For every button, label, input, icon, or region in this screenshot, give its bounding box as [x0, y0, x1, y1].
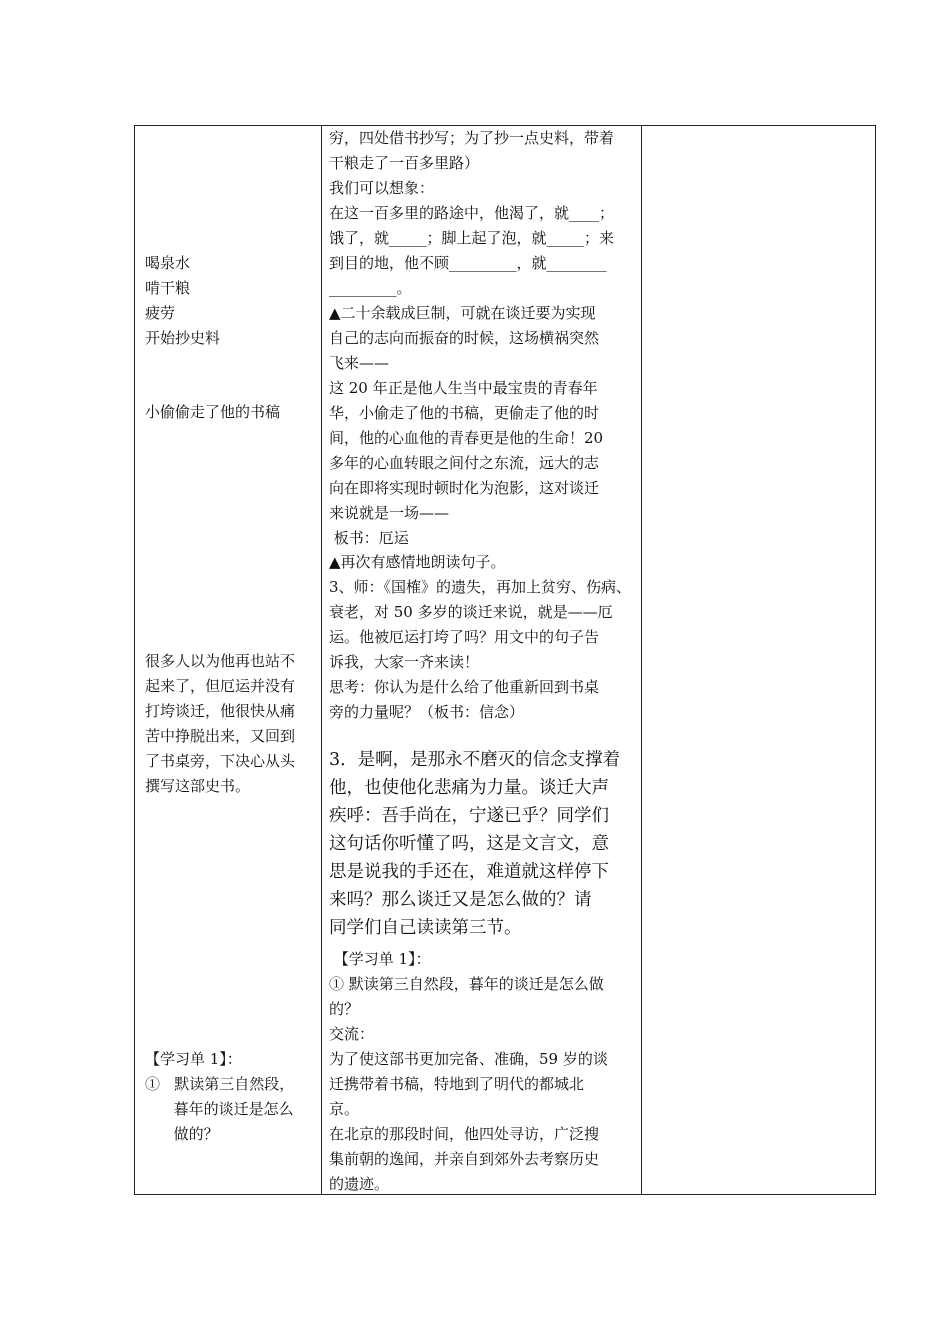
column-divider-2	[641, 126, 642, 1194]
left-line: 起来了，但厄运并没有	[145, 677, 296, 695]
middle-line: 运。他被厄运打垮了吗？用文中的句子告	[329, 628, 600, 646]
left-line: 做的？	[145, 1125, 219, 1143]
middle-line: 的遗迹。	[329, 1175, 390, 1193]
middle-line: 自己的志向而振奋的时候，这场横祸突然	[329, 329, 600, 347]
middle-line: 来说就是一场——	[329, 504, 450, 522]
left-line: 疲劳	[145, 304, 176, 322]
middle-line: 这 20 年正是他人生当中最宝贵的青春年	[329, 379, 598, 397]
middle-line: 3．是啊，是那永不磨灭的信念支撑着	[329, 750, 621, 770]
left-line: 暮年的谈迁是怎么	[145, 1100, 294, 1118]
middle-line: 干粮走了一百多里路）	[329, 154, 480, 172]
middle-line: 为了使这部书更加完备、准确，59 岁的谈	[329, 1050, 608, 1068]
middle-line: 向在即将实现时顿时化为泡影，这对谈迁	[329, 479, 600, 497]
middle-line: 集前朝的逸闻，并亲自到郊外去考察历史	[329, 1150, 600, 1168]
left-line: 【学习单 1】：	[145, 1050, 242, 1068]
middle-line: 在这一百多里的路途中，他渴了，就____；	[329, 204, 615, 222]
left-line: 苦中挣脱出来，又回到	[145, 727, 296, 745]
middle-line: 饿了，就_____；脚上起了泡，就_____；来	[329, 229, 615, 247]
middle-line: 3、师：《国榷》的遗失，再加上贫穷、伤病、	[329, 578, 632, 596]
left-line: 撰写这部史书。	[145, 777, 251, 795]
middle-line: 同学们自己读读第三节。	[329, 918, 522, 938]
middle-line: ▲再次有感情地朗读句子。	[329, 553, 506, 571]
middle-line: 多年的心血转眼之间付之东流，远大的志	[329, 454, 600, 472]
middle-line: 我们可以想象：	[329, 179, 435, 197]
middle-line: ① 默读第三自然段，暮年的谈迁是怎么做	[329, 975, 604, 993]
column-divider-1	[321, 126, 322, 1194]
left-line: 打垮谈迁，他很快从痛	[145, 702, 296, 720]
middle-line: 思是说我的手还在，难道就这样停下	[329, 862, 609, 882]
left-line: ① 默读第三自然段，	[145, 1075, 295, 1093]
middle-line: 交流：	[329, 1025, 375, 1043]
middle-line: 穷，四处借书抄写；为了抄一点史料，带着	[329, 129, 615, 147]
left-line: 了书桌旁，下决心从头	[145, 752, 296, 770]
middle-line: 板书：厄运	[329, 529, 409, 547]
lesson-table	[134, 125, 876, 1195]
middle-line: 在北京的那段时间，他四处寻访，广泛搜	[329, 1125, 600, 1143]
left-line: 喝泉水	[145, 254, 191, 272]
middle-line: 来吗？那么谈迁又是怎么做的？请	[329, 890, 592, 910]
left-column	[145, 126, 315, 1194]
middle-line: 旁的力量呢？（板书：信念）	[329, 703, 525, 721]
middle-line: 迁携带着书稿，特地到了明代的都城北	[329, 1075, 585, 1093]
middle-line: ▲二十余载成巨制，可就在谈迁要为实现	[329, 304, 596, 322]
middle-line: 这句话你听懂了吗，这是文言文，意	[329, 834, 609, 854]
right-column	[647, 126, 873, 1194]
middle-line: 思考：你认为是什么给了他重新回到书桌	[329, 678, 600, 696]
middle-line: 到目的地，他不顾_________，就________	[329, 254, 607, 272]
middle-line: 京。	[329, 1100, 360, 1118]
middle-line: 诉我，大家一齐来读！	[329, 653, 480, 671]
middle-line: 的？	[329, 1000, 360, 1018]
middle-line: 间，他的心血他的青春更是他的生命！20	[329, 429, 604, 447]
left-line: 啃干粮	[145, 279, 191, 297]
left-line: 开始抄史料	[145, 329, 221, 347]
middle-line: 衰老，对 50 多岁的谈迁来说，就是——厄	[329, 603, 613, 621]
middle-column	[329, 126, 635, 1194]
middle-line: 疾呼：吾手尚在，宁遂已乎？同学们	[329, 806, 609, 826]
middle-line: _________。	[329, 279, 412, 297]
middle-line: 华，小偷走了他的书稿，更偷走了他的时	[329, 404, 600, 422]
middle-line: 【学习单 1】：	[329, 950, 431, 968]
left-line: 很多人以为他再也站不	[145, 652, 296, 670]
middle-line: 他，也使他化悲痛为力量。谈迁大声	[329, 778, 609, 798]
left-line: 小偷偷走了他的书稿	[145, 403, 281, 421]
middle-line: 飞来——	[329, 354, 390, 372]
